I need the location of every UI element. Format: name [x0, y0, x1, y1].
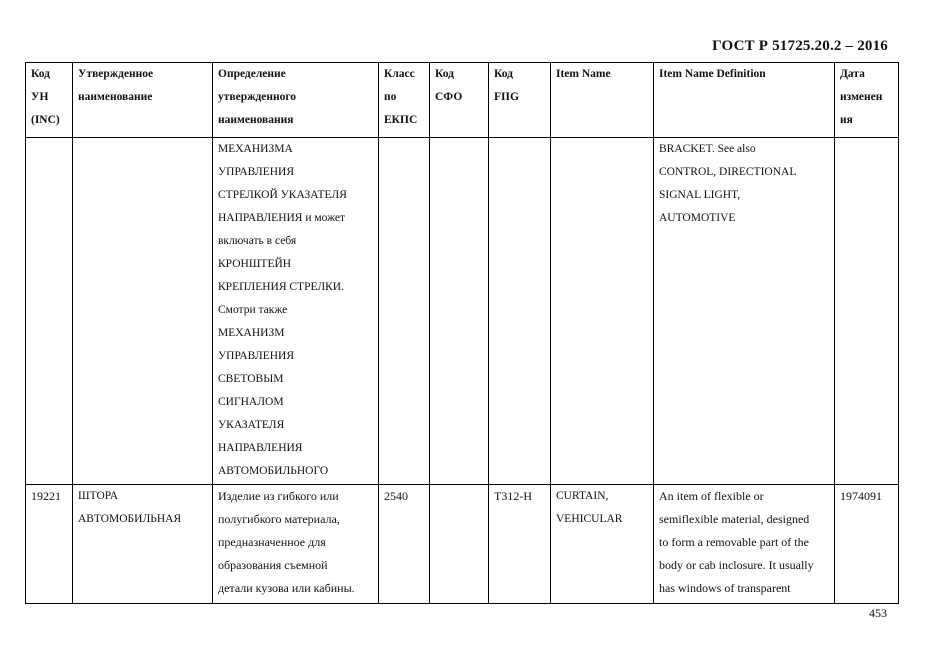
text-line: МЕХАНИЗМ [218, 327, 285, 339]
cell-definition-en [654, 485, 835, 604]
text-line: КРОНШТЕЙН [218, 258, 292, 270]
text-line: полугибкого материала, [218, 512, 340, 526]
text-line: VEHICULAR [556, 513, 623, 525]
text-line: предназначенное для [218, 535, 326, 549]
table-header-row [26, 63, 899, 138]
text-line: CONTROL, DIRECTIONAL [659, 166, 797, 178]
cell-class [379, 138, 430, 485]
text-line: УПРАВЛЕНИЯ [218, 350, 295, 362]
text-line: детали кузова или кабины. [218, 581, 355, 595]
text-line: AUTOMOTIVE [659, 212, 736, 224]
header-approved-name: Утвержденное наименование [73, 63, 213, 138]
table-row [26, 485, 899, 604]
cell-inc [26, 138, 73, 485]
text-line: МЕХАНИЗМА [218, 143, 293, 155]
cell-sfo [430, 138, 489, 485]
text-line: Смотри также [218, 304, 288, 316]
text-line: АВТОМОБИЛЬНАЯ [78, 513, 182, 525]
text-line: An item of flexible or [659, 489, 764, 503]
text-line: Изделие из гибкого или [218, 489, 339, 503]
cell-inc: 19221 [26, 485, 73, 604]
text-line: BRACKET. See also [659, 143, 756, 155]
cell-definition-ru [213, 138, 379, 485]
header-item-name-definition: Item Name Definition [654, 63, 835, 138]
text-line: body or cab inclosure. It usually [659, 558, 814, 572]
header-fiig: Код FIIG [489, 63, 551, 138]
header-class: Класс по ЕКПС [379, 63, 430, 138]
text-line: SIGNAL LIGHT, [659, 189, 741, 201]
text-line: АВТОМОБИЛЬНОГО [218, 465, 329, 477]
cell-definition-en [654, 138, 835, 485]
document-header: ГОСТ Р 51725.20.2 – 2016 [712, 38, 888, 54]
text-line: СВЕТОВЫМ [218, 373, 284, 385]
text-line: НАПРАВЛЕНИЯ [218, 442, 303, 454]
header-date: Дата изменен ия [835, 63, 899, 138]
registry-table [25, 62, 899, 604]
text-line: образования съемной [218, 558, 328, 572]
header-item-name: Item Name [551, 63, 654, 138]
text-line: включать в себя [218, 235, 297, 247]
text-line: СТРЕЛКОЙ УКАЗАТЕЛЯ [218, 189, 347, 201]
text-line: КРЕПЛЕНИЯ СТРЕЛКИ. [218, 281, 344, 293]
page-number: 453 [869, 606, 887, 620]
text-line: CURTAIN, [556, 490, 609, 502]
text-line: ШТОРА [78, 490, 119, 502]
cell-date [835, 138, 899, 485]
text-line: to form a removable part of the [659, 535, 809, 549]
text-line: has windows of transparent [659, 581, 791, 595]
text-line: УКАЗАТЕЛЯ [218, 419, 285, 431]
cell-definition-ru [213, 485, 379, 604]
cell-sfo [430, 485, 489, 604]
table-row [26, 138, 899, 485]
header-inc: Код УН (INC) [26, 63, 73, 138]
cell-fiig [489, 138, 551, 485]
text-line: СИГНАЛОМ [218, 396, 284, 408]
cell-approved-name [73, 138, 213, 485]
cell-approved-name [73, 485, 213, 604]
text-line: semiflexible material, designed [659, 512, 810, 526]
text-line: УПРАВЛЕНИЯ [218, 166, 295, 178]
header-sfo: Код СФО [430, 63, 489, 138]
cell-item-name [551, 138, 654, 485]
text-line: НАПРАВЛЕНИЯ и может [218, 212, 346, 224]
cell-item-name [551, 485, 654, 604]
header-definition: Определение утвержденного наименования [213, 63, 379, 138]
cell-date: 1974091 [835, 485, 899, 604]
cell-fiig: T312-H [489, 485, 551, 604]
cell-class: 2540 [379, 485, 430, 604]
